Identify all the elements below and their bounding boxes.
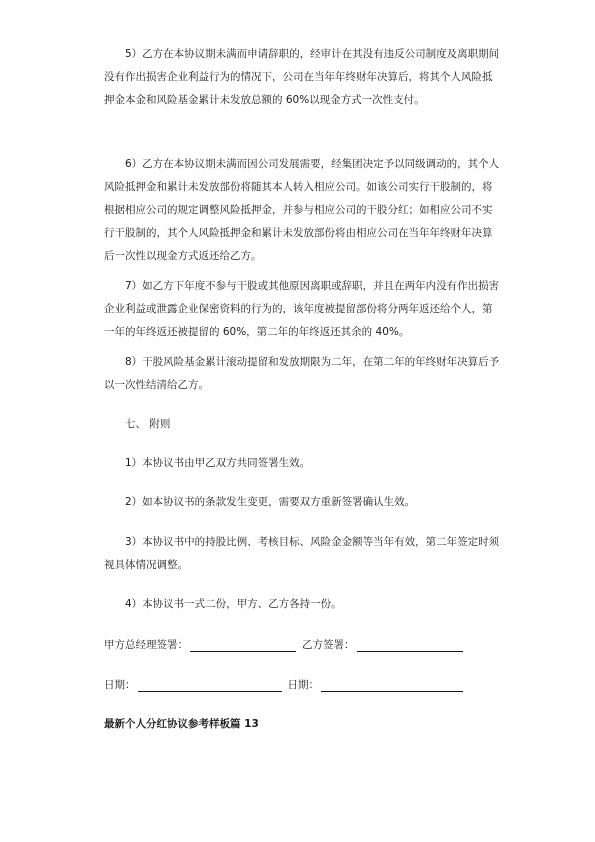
- appendix-item-2: [104, 491, 500, 514]
- next-section-heading: 最新个人分红协议参考样板篇 13: [104, 718, 259, 730]
- party-b-date-label: 日期：: [287, 679, 319, 691]
- party-b-date-line[interactable]: [321, 679, 463, 692]
- party-b-signature-label: 乙方签署：: [302, 639, 355, 651]
- party-a-signature-line[interactable]: [190, 639, 296, 652]
- clause-5: [104, 43, 500, 112]
- date-row: [104, 677, 469, 693]
- signature-row: [104, 637, 469, 653]
- party-b-signature-line[interactable]: [357, 639, 463, 652]
- section-title-appendix: [104, 413, 500, 436]
- clause-8: [104, 351, 500, 397]
- clause-7-text: 7）如乙方下年度不参与干股或其他原因离职或辞职，并且在两年内没有作出损害企业利益或泄露企业保密资料的行为的，该年度被提留部份将分两年返还给个人，第一年的年终返还被提留的 60%，第二年的年终返还其余的 40%。: [104, 280, 500, 338]
- clause-7: [104, 275, 500, 344]
- party-a-signature-label: 甲方总经理签署：: [104, 639, 188, 651]
- party-a-date-line[interactable]: [138, 679, 282, 692]
- appendix-item-3: [104, 531, 500, 577]
- appendix-item-1: [104, 452, 500, 475]
- section-title-text: 七、 附则: [125, 418, 171, 430]
- clause-5-text: 5）乙方在本协议期未满而申请辞职的，经审计在其没有违反公司制度及离职期间没有作出损害企业利益行为的情况下，公司在当年年终财年决算后，将其个人风险抵押金本金和风险基金累计未发放总额的 60%以现金方式一次性支付。: [104, 48, 500, 106]
- appendix-item-4: [104, 593, 500, 616]
- appendix-item-4-text: 4）本协议书一式二份，甲方、乙方各持一份。: [125, 598, 342, 610]
- appendix-item-3-text: 3）本协议书中的持股比例、考核目标、风险金金额等当年有效，第二年签定时须视具体情况调整。: [104, 536, 500, 571]
- clause-6: [104, 153, 500, 268]
- clause-8-text: 8）干股风险基金累计滚动提留和发放期限为二年，在第二年的年终财年决算后予以一次性结清给乙方。: [104, 356, 500, 391]
- party-a-date-label: 日期：: [104, 679, 136, 691]
- appendix-item-2-text: 2）如本协议书的条款发生变更，需要双方重新签署确认生效。: [125, 496, 416, 508]
- clause-6-text: 6）乙方在本协议期未满而因公司发展需要，经集团决定予以同级调动的，其个人风险抵押金和累计未发放部份将随其本人转入相应公司。如该公司实行干股制的，将根据相应公司的规定调整风险抵押金，并参与相应公司的干股分红；如相应公司不实行干股制的，其个人风险抵押金和累计未发放部份将由相应公司在当年年终财年决算后一次性以现金方式返还给乙方。: [104, 158, 500, 262]
- appendix-item-1-text: 1）本协议书由甲乙双方共同签署生效。: [125, 457, 311, 469]
